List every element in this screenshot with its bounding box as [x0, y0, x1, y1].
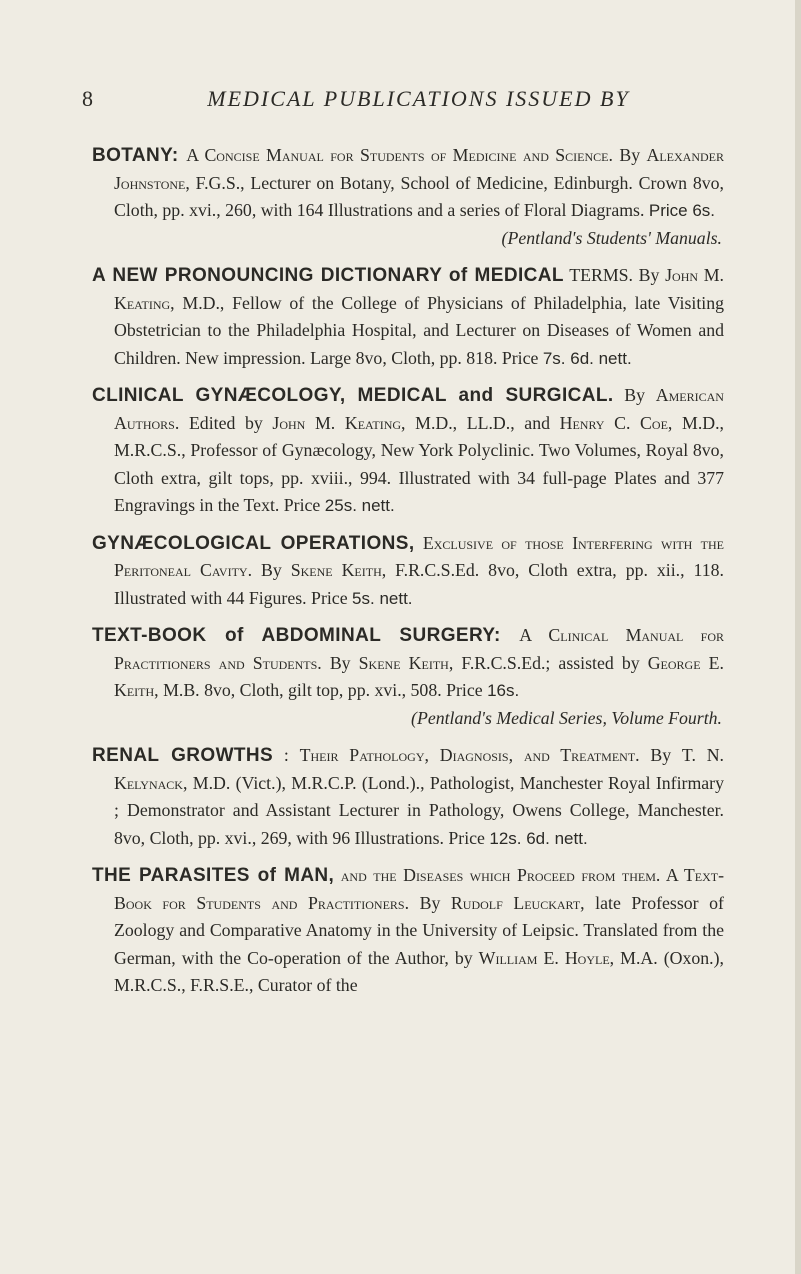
entry-title: THE PARASITES of MAN,	[92, 865, 335, 886]
entry-author: T. N. Kelynack	[114, 745, 724, 793]
entry-title: GYNÆCOLOGICAL OPERATIONS,	[92, 532, 415, 554]
entry-series: (Pentland's Students' Manuals.	[501, 227, 722, 248]
entry-title: BOTANY	[92, 145, 172, 166]
entry-subtitle: A Clinical Manual for Practitioners and Students.	[114, 625, 724, 673]
entry-author: Alexander Johnstone	[114, 145, 725, 193]
entry-price: 12s. 6d. nett.	[489, 828, 588, 848]
entry-title: A NEW PRONOUNCING DICTIONARY of MEDICAL	[92, 265, 564, 286]
entry-author: John M. Keating	[114, 265, 724, 313]
running-header	[0, 86, 801, 112]
entry-editor: Henry C. Coe	[559, 412, 668, 433]
entry-parasites-of-man: THE PARASITES of MAN, and the Diseases which Proceed from them. A Text-Book for Students and Practitioners. By Rudolf Leuckart, late Professor of Zoology and Comparative Anatomy in the University of Leipsic. Translated from the German, with the Co-operation of the Author, by William E. Hoyle, M.A. (Oxon.), M.R.C.S., F.R.S.E., Curator of the	[92, 865, 724, 995]
entry-price: 5s. nett.	[352, 588, 413, 608]
page-number: 8	[82, 86, 93, 111]
entry-abdominal-surgery: TEXT-BOOK of ABDOMINAL SURGERY: A Clinical Manual for Practitioners and Students. By Skene Keith, F.R.C.S.Ed.; assisted by George E. Keith, M.B. 8vo, Cloth, gilt top, pp. xvi., 508. Price 16s. (Pentland's Medical Series, Volume Fourth.	[92, 622, 724, 732]
page-edge-shadow	[795, 0, 801, 1274]
entry-author: Rudolf Leuckart	[450, 892, 581, 913]
entry-author: George E. Keith	[114, 652, 724, 700]
entry-botany: BOTANY: A Concise Manual for Students of Medicine and Science. By Alexander Johnstone, F.G.S., Lecturer on Botany, School of Medicine, Edinburgh. Crown 8vo, Cloth, pp. xvi., 260, with 164 Illustrations and a series of Floral Diagrams. Price 6s. (Pentland's Students' Manuals.	[92, 142, 724, 252]
running-header-text: MEDICAL PUBLICATIONS ISSUED BY	[207, 86, 630, 111]
entry-author: Skene Keith	[290, 560, 382, 580]
entry-title: RENAL GROWTHS	[92, 745, 274, 766]
entry-translator: William E. Hoyle	[478, 947, 610, 968]
entry-title: TEXT-BOOK of ABDOMINAL SURGERY	[92, 625, 495, 646]
entry-author: American Authors	[114, 385, 724, 433]
publication-list	[92, 142, 724, 1010]
entry-price: 25s. nett.	[324, 496, 395, 515]
entry-subtitle: Their Pathology, Diagnosis, and Treatment.	[299, 745, 640, 765]
entry-price: 16s.	[487, 681, 520, 700]
entry-subtitle: and the Diseases which Proceed from them. A Text-Book for Students and Practitioners.	[114, 865, 724, 913]
entry-series: (Pentland's Medical Series, Volume Fourth.	[411, 707, 722, 728]
entry-renal-growths: RENAL GROWTHS : Their Pathology, Diagnosis, and Treatment. By T. N. Kelynack, M.D. (Vict.), M.R.C.P. (Lond.)., Pathologist, Manchester Royal Infirmary ; Demonstrator and Assistant Lecturer in Pathology, Owens College, Manchester. 8vo, Cloth, pp. xvi., 269, with 96 Illustrations. Price 12s. 6d. nett.	[92, 745, 724, 848]
entry-price: Price 6s.	[648, 201, 715, 220]
entry-subtitle: Exclusive of those Interfering with the Peritoneal Cavity.	[114, 532, 725, 580]
entry-author: Skene Keith	[358, 652, 449, 673]
entry-pronouncing-dictionary: A NEW PRONOUNCING DICTIONARY of MEDICAL TERMS. By John M. Keating, M.D., Fellow of the College of Physicians of Philadelphia, late Visiting Obstetrician to the Philadelphia Hospital, and Lecturer on Diseases of Women and Children. New impression. Large 8vo, Cloth, pp. 818. Price 7s. 6d. nett.	[92, 265, 724, 368]
entry-gynaecological-operations: GYNÆCOLOGICAL OPERATIONS, Exclusive of those Interfering with the Peritoneal Cavity. By Skene Keith, F.R.C.S.Ed. 8vo, Cloth extra, pp. xii., 118. Illustrated with 44 Figures. Price 5s. nett.	[92, 532, 725, 608]
entry-price: 7s. 6d. nett.	[542, 348, 632, 368]
entry-title: CLINICAL GYNÆCOLOGY, MEDICAL and SURGICAL.	[92, 385, 614, 406]
entry-clinical-gynaecology: CLINICAL GYNÆCOLOGY, MEDICAL and SURGICAL. By American Authors. Edited by John M. Keating, M.D., LL.D., and Henry C. Coe, M.D., M.R.C.S., Professor of Gynæcology, New York Polyclinic. Two Volumes, Royal 8vo, Cloth extra, gilt tops, pp. xviii., 994. Illustrated with 34 full-page Plates and 377 Engravings in the Text. Price 25s. nett.	[92, 385, 724, 515]
entry-subtitle: A Concise Manual for Students of Medicine and Science.	[186, 145, 613, 165]
entry-editor: John M. Keating	[272, 412, 402, 433]
